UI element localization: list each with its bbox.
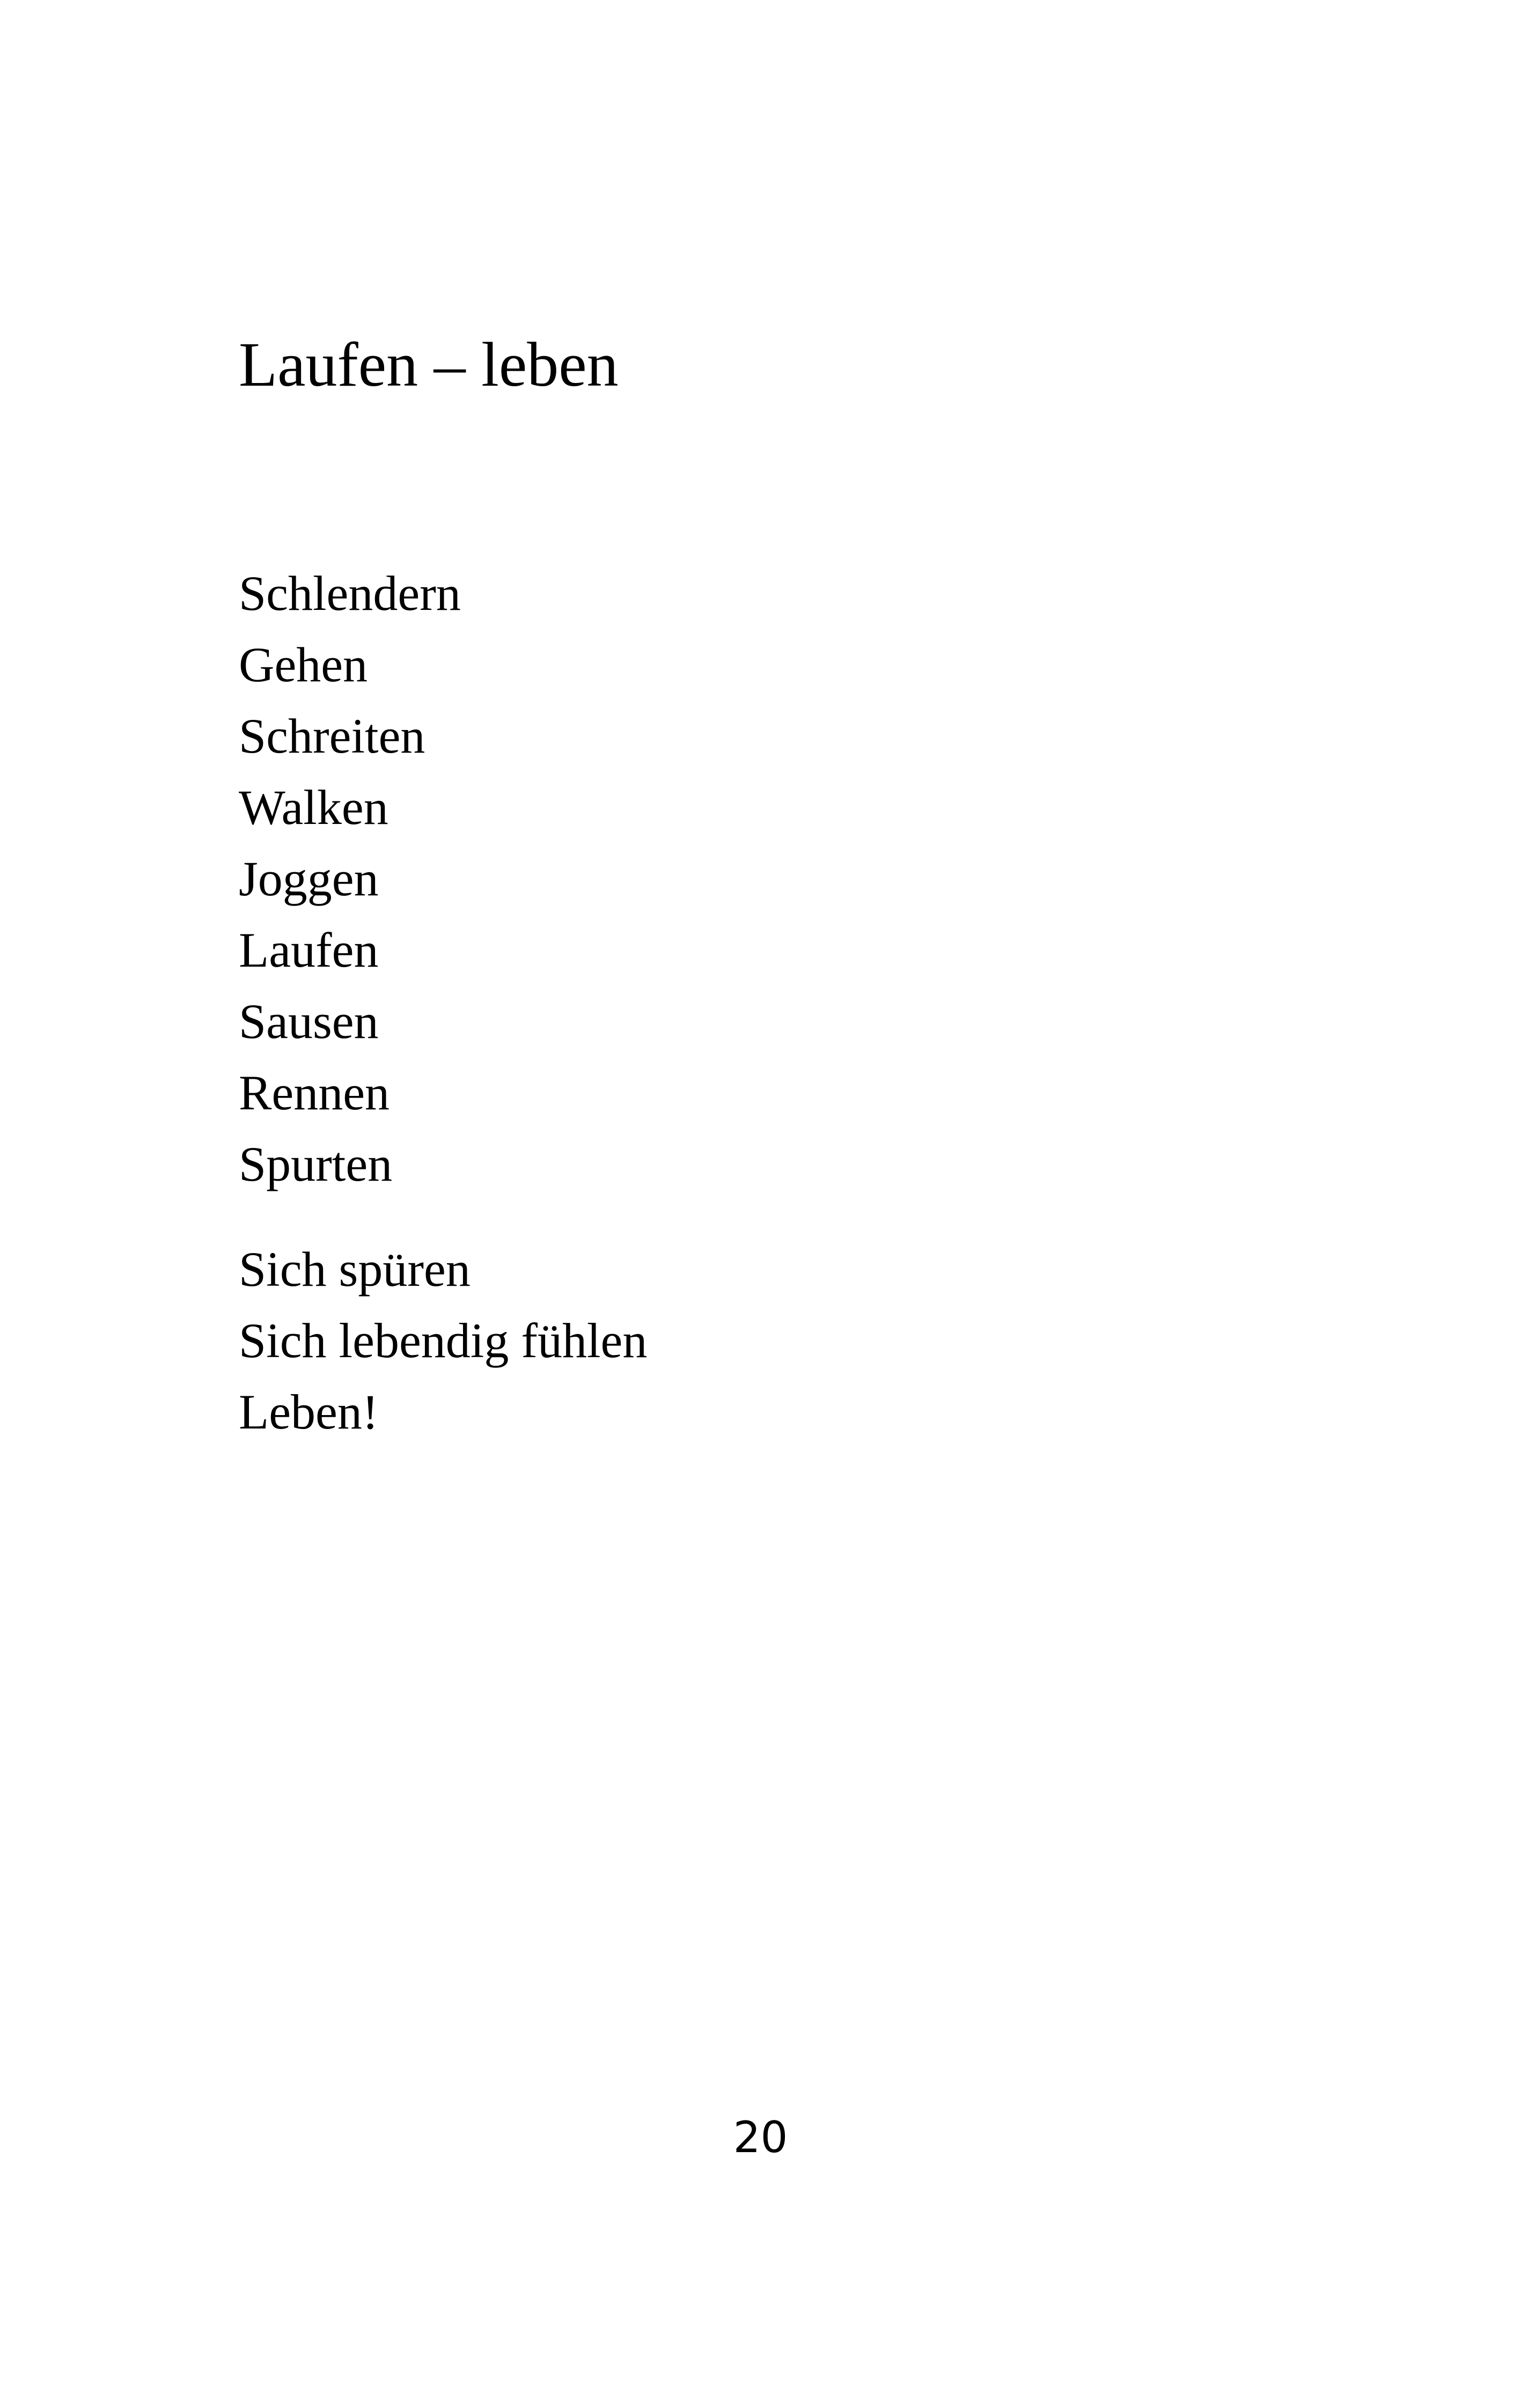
verse-line: Sausen [239,994,379,1049]
verse-line: Laufen [239,923,379,977]
verse-line: Gehen [239,637,368,692]
verse-line: Walken [239,780,388,835]
verse-line: Sich lebendig fühlen [239,1313,648,1368]
verse-line: Schreiten [239,709,425,763]
verse-line: Schlendern [239,566,461,621]
page-number: 20 [733,2112,788,2162]
verse-line: Joggen [239,851,379,906]
poem-title: Laufen – leben [239,329,619,400]
verse-line: Spurten [239,1137,393,1191]
verse-line: Leben! [239,1385,379,1439]
stanza-2 [239,1234,647,1448]
verse-line: Rennen [239,1065,390,1120]
verse-line: Sich spüren [239,1242,471,1297]
stanza-1 [239,558,461,1200]
